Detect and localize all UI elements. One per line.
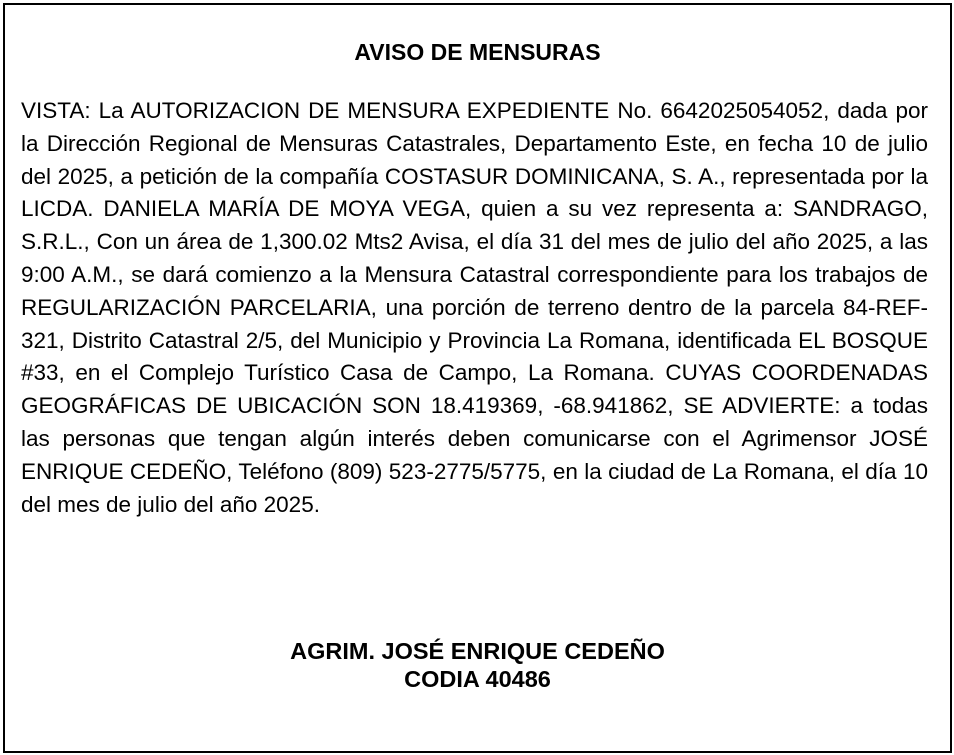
notice-body: VISTA: La AUTORIZACION DE MENSURA EXPEDIENTE No. 6642025054052, dada por la Dirección Regional de Mensuras Catastrales, Departamento Este, en fecha 10 de julio del 2025, a petición de la compañía COSTASUR DOMINICANA, S. A., representada por la LICDA. DANIELA MARÍA DE MOYA VEGA, quien a su vez representa a: SANDRAGO, S.R.L., Con un área de 1,300.02 Mts2 Avisa, el día 31 del mes de julio del año 2025, a las 9:00 A.M., se dará comienzo a la Mensura Catastral correspondiente para los trabajos de REGULARIZACIÓN PARCELARIA, una porción de terreno dentro de la parcela 84-REF-321, Distrito Catastral 2/5, del Municipio y Provincia La Romana, identificada EL BOSQUE #33, en el Complejo Turístico Casa de Campo, La Romana. CUYAS COORDENADAS GEOGRÁFICAS DE UBICACIÓN SON 18.419369, -68.941862, SE ADVIERTE: a todas las personas que tengan algún interés deben comunicarse con el Agrimensor JOSÉ ENRIQUE CEDEÑO, Teléfono (809) 523-2775/5775, en la ciudad de La Romana, el día 10 del mes de julio del año 2025. xyxy=(21,98,928,517)
notice-title: AVISO DE MENSURAS xyxy=(354,39,601,65)
notice-box xyxy=(3,3,952,753)
signature-block xyxy=(5,637,950,693)
signature-name: AGRIM. JOSÉ ENRIQUE CEDEÑO xyxy=(290,638,665,664)
signature-codia: CODIA 40486 xyxy=(404,666,551,692)
